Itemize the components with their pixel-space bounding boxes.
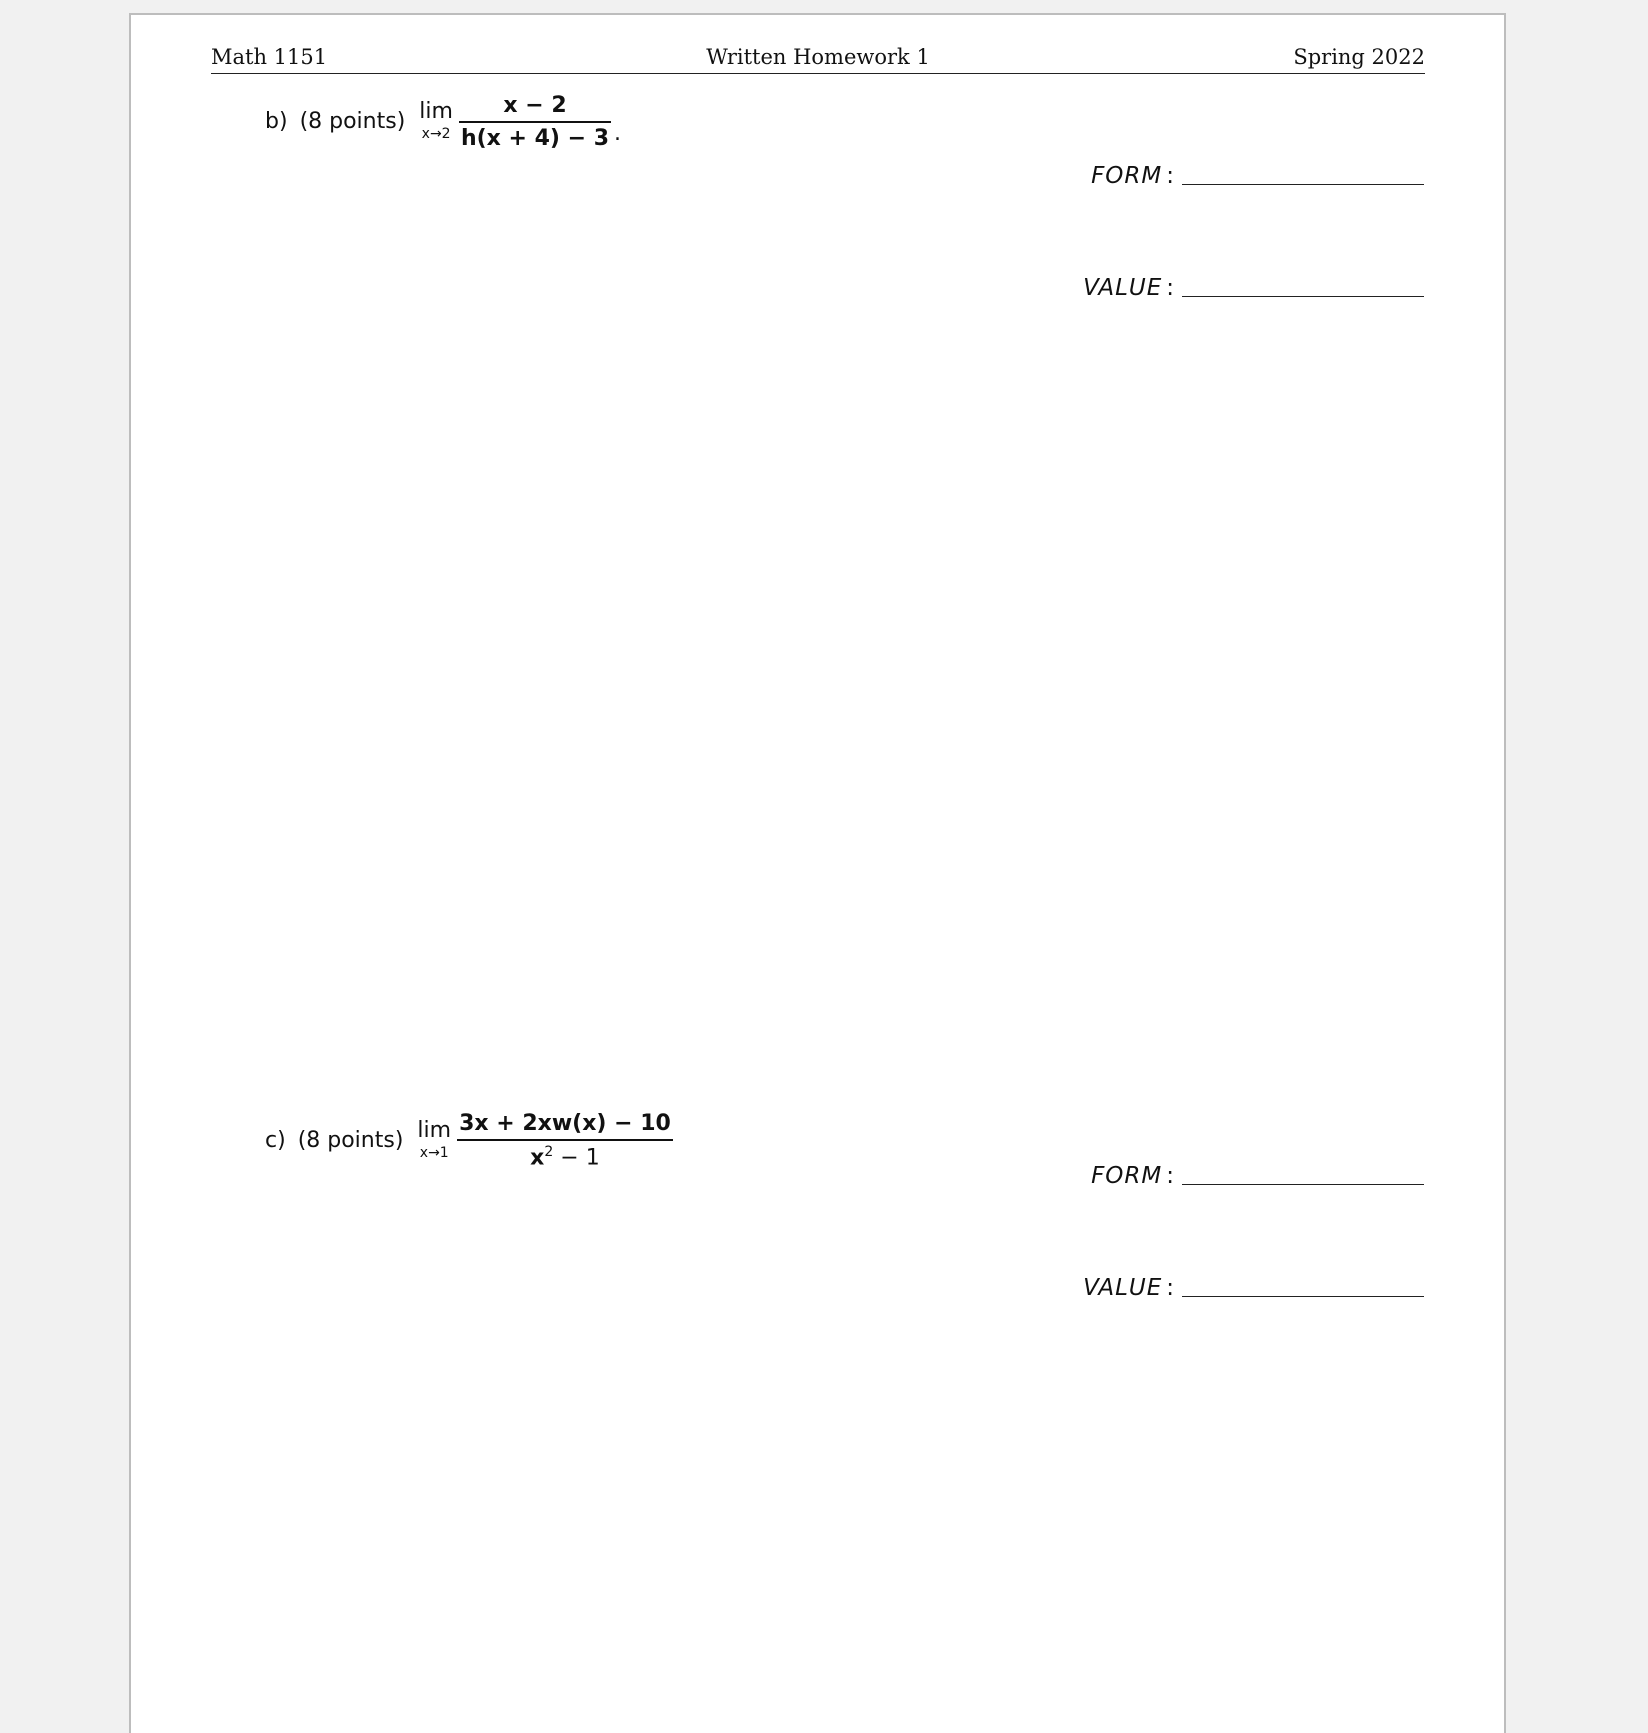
limit-word: lim — [417, 1117, 452, 1143]
form-answer-line[interactable] — [1182, 1184, 1424, 1185]
page-header — [211, 33, 1425, 74]
limit-subscript: x→1 — [419, 1144, 449, 1161]
value-answer-line[interactable] — [1182, 296, 1424, 297]
fraction-numerator: 3x + 2xw(x) − 10 — [459, 1111, 671, 1136]
assignment-title: Written Homework 1 — [706, 45, 930, 69]
fraction-bar — [457, 1139, 673, 1140]
fraction-numerator: x − 2 — [503, 93, 567, 118]
form-answer-line[interactable] — [1182, 184, 1424, 185]
problem-label: b) — [265, 109, 288, 135]
limit-fraction — [457, 1111, 673, 1170]
value-answer-b[interactable]: VALUE : — [1083, 275, 1424, 301]
form-answer-b[interactable]: FORM : — [1091, 163, 1424, 189]
fraction-bar — [459, 121, 611, 122]
form-label: FORM — [1091, 1163, 1163, 1189]
form-label: FORM — [1091, 163, 1163, 189]
limit-fraction — [459, 93, 611, 151]
denominator-exponent: 2 — [544, 1143, 554, 1160]
limit-subscript: x→2 — [421, 126, 451, 143]
value-answer-line[interactable] — [1182, 1296, 1424, 1297]
trailing-period: . — [614, 121, 622, 147]
denominator-base: x — [530, 1145, 545, 1171]
problem-b — [265, 93, 621, 151]
value-label: VALUE — [1083, 1275, 1163, 1301]
problem-points: (8 points) — [299, 109, 406, 135]
value-label: VALUE — [1083, 275, 1163, 301]
limit-word: lim — [419, 99, 453, 125]
fraction-denominator: h(x + 4) − 3 — [460, 125, 610, 151]
problem-points: (8 points) — [297, 1128, 404, 1154]
denominator-rest: − 1 — [553, 1145, 600, 1171]
problem-label: c) — [265, 1128, 286, 1154]
worksheet-page — [129, 13, 1506, 1733]
form-answer-c[interactable]: FORM : — [1091, 1163, 1424, 1189]
term: Spring 2022 — [1293, 45, 1425, 69]
value-answer-c[interactable]: VALUE : — [1083, 1275, 1424, 1301]
fraction-denominator — [528, 1144, 602, 1171]
course-name: Math 1151 — [211, 45, 328, 69]
limit-operator — [419, 101, 453, 143]
problem-c — [265, 1111, 673, 1170]
limit-operator — [417, 1117, 452, 1162]
